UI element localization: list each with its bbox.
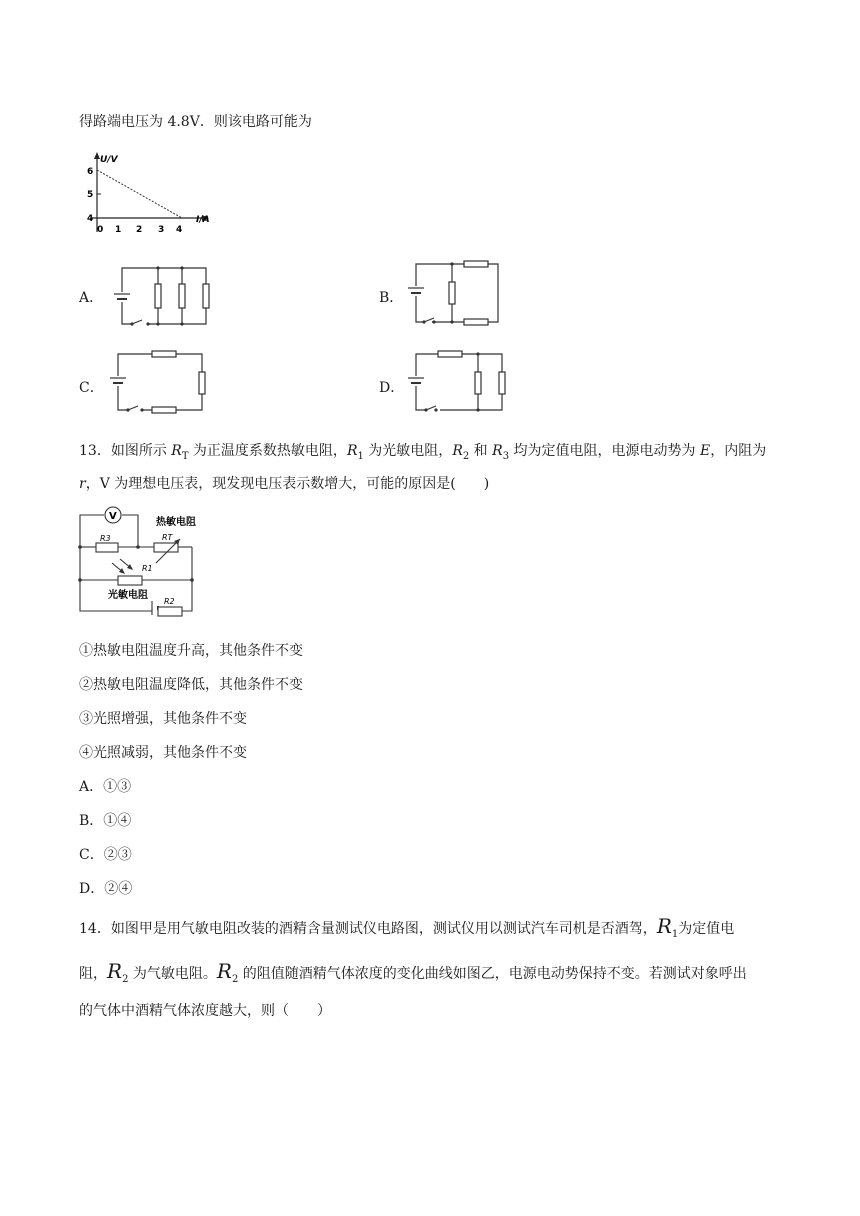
q13-stem-line-2: r，V 为理想电压表，现发现电压表示数增大，可能的原因是( ) — [79, 476, 490, 492]
option-c-circuit — [104, 348, 208, 418]
x-tick-2: 2 — [136, 225, 143, 235]
option-b-label: B． — [379, 290, 404, 306]
option-a-label: A． — [79, 290, 104, 306]
y-tick-5: 5 — [87, 190, 94, 200]
q13-choice-d: D．②④ — [79, 881, 133, 897]
q14-stem-line-1: 14．如图甲是用气敏电阻改装的酒精含量测试仪电路图，测试仪用以测试汽车司机是否酒驾，$R_1$为定值电 — [79, 914, 735, 940]
y-axis-label: U/V — [100, 155, 118, 165]
q13-choice-c: C．②③ — [79, 847, 132, 863]
q14-stem-line-2: 阻，$R_2$ 为气敏电阻。$R_2$ 的阻值随酒精气体浓度的变化曲线如图乙，电源电动势保持不变。若测试对象呼出 — [79, 959, 747, 985]
u-i-graph — [78, 150, 218, 240]
q12-intro: 得路端电压为 4.8V．则该电路可能为 — [79, 114, 312, 130]
q13-item-1: ①热敏电阻温度升高，其他条件不变 — [79, 643, 303, 659]
thermistor-label: 热敏电阻 — [156, 517, 196, 528]
r3-label: R3 — [100, 534, 111, 543]
x-tick-4: 4 — [176, 225, 183, 235]
x-tick-1: 1 — [115, 225, 122, 235]
r1-label: R1 — [142, 564, 153, 573]
x-tick-0: 0 — [97, 225, 104, 235]
q13-choice-b: B．①④ — [79, 813, 132, 829]
q13-item-3: ③光照增强，其他条件不变 — [79, 711, 247, 727]
option-d-circuit — [404, 348, 508, 418]
q14-stem-line-3: 的气体中酒精气体浓度越大，则（ ） — [79, 1003, 331, 1019]
y-tick-6: 6 — [87, 167, 94, 177]
option-b-circuit — [404, 258, 504, 328]
q13-item-4: ④光照减弱，其他条件不变 — [79, 745, 247, 761]
q13-stem-line-1: 13．如图所示 $R_T$ 为正温度系数热敏电阻，$R_1$ 为光敏电阻，$R_2$ 和 $R_3$ 均为定值电阻，电源电动势为 E，内阻为 — [79, 443, 767, 462]
r2-label: R2 — [164, 597, 175, 606]
voltmeter-label: V — [109, 511, 117, 522]
photoresistor-label: 光敏电阻 — [108, 590, 148, 601]
x-tick-3: 3 — [158, 225, 165, 235]
option-c-label: C． — [79, 380, 104, 396]
x-axis-label: I/A — [196, 215, 210, 225]
q13-item-2: ②热敏电阻温度降低，其他条件不变 — [79, 677, 303, 693]
option-d-label: D． — [379, 380, 405, 396]
q13-choice-a: A．①③ — [79, 779, 132, 795]
q13-circuit — [70, 503, 230, 621]
option-a-circuit — [106, 264, 212, 330]
y-tick-4: 4 — [87, 214, 94, 224]
rt-label: RT — [162, 533, 173, 542]
